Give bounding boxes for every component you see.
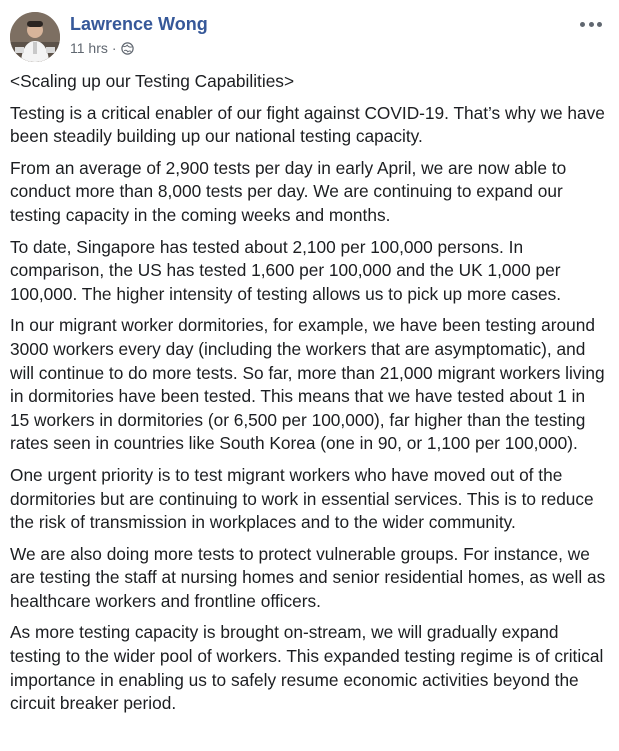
avatar[interactable] <box>10 12 60 62</box>
post-meta <box>70 40 134 56</box>
post-paragraph: In our migrant worker dormitories, for example, we have been testing around 3000 workers every day (including the workers that are asymptomatic), and will continue to do more tests. So far, more than 21,000 migrant workers living in dormitories have been tested. This means that we have tested about 1 in 15 workers in dormitories (or 6,500 per 100,000), far higher than the testing rates seen in countries like South Korea (one in 90, or 1,100 per 100,000). <box>10 315 605 454</box>
timestamp[interactable]: 11 hrs <box>70 40 108 56</box>
post-title: <Scaling up our Testing Capabilities> <box>10 71 295 91</box>
post-content <box>10 70 606 724</box>
author-name[interactable]: Lawrence Wong <box>70 14 208 34</box>
globe-icon[interactable] <box>121 42 134 55</box>
post-paragraph: We are also doing more tests to protect vulnerable groups. For instance, we are testing the staff at nursing homes and senior residential homes, as well as healthcare workers and frontline officers. <box>10 543 606 611</box>
profile-photo-icon <box>10 12 60 62</box>
post-paragraph: One urgent priority is to test migrant workers who have moved out of the dormitories but are continuing to work in essential services. This is to reduce the risk of transmission in workplaces and to the wider community. <box>10 464 594 533</box>
more-options-icon[interactable] <box>580 18 602 30</box>
post-paragraph: Testing is a critical enabler of our fight against COVID-19. That’s why we have been steadily building up our national testing capacity. <box>10 102 605 147</box>
menu-dot <box>580 22 585 27</box>
menu-dot <box>589 22 594 27</box>
post-paragraph: As more testing capacity is brought on-stream, we will gradually expand testing to the wider pool of workers. This expanded testing regime is of critical importance in enabling us to safely resume economic activities beyond the circuit breaker period. <box>10 622 604 714</box>
post-header <box>10 10 610 62</box>
post-paragraph: From an average of 2,900 tests per day in early April, we are now able to conduct more than 8,000 tests per day. We are continuing to expand our testing capacity in the coming weeks and months. <box>10 157 567 225</box>
menu-dot <box>597 22 602 27</box>
post-paragraph: To date, Singapore has tested about 2,100 per 100,000 persons. In comparison, the US has tested 1,600 per 100,000 and the UK 1,000 per 100,000. The higher intensity of testing allows us to pick up more cases. <box>10 236 562 304</box>
meta-separator: · <box>111 40 117 56</box>
